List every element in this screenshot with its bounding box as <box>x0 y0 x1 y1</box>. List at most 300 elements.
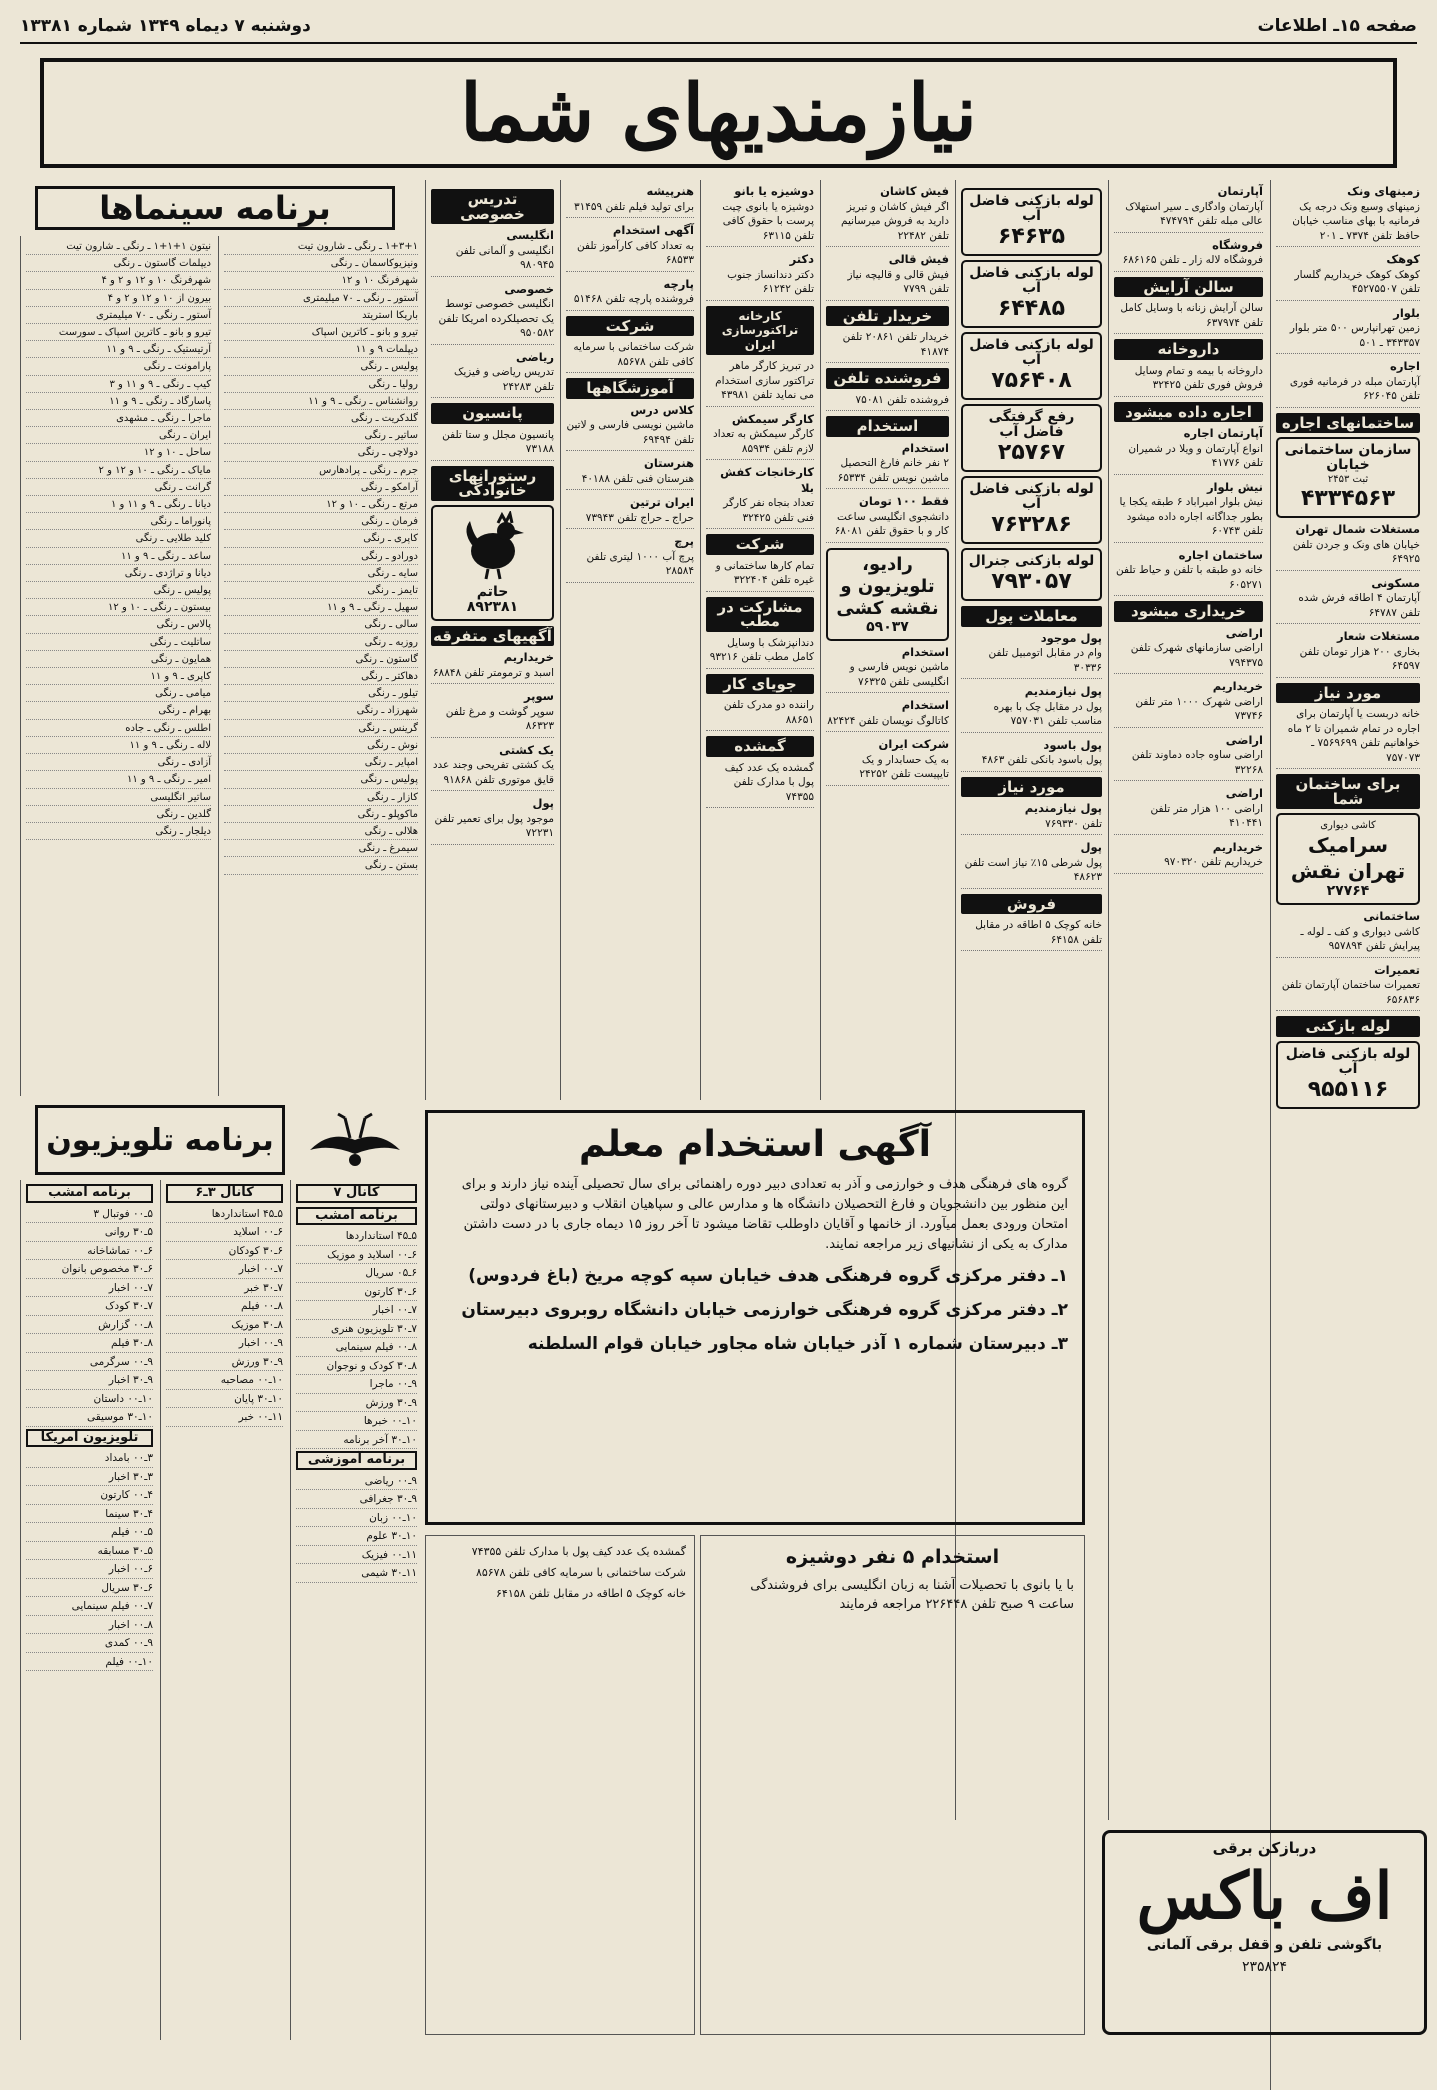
classified-item <box>961 684 1102 733</box>
tv-program: ۱۰ـ۳۰ پایان <box>166 1392 283 1409</box>
classified-title: آگهی استخدام <box>612 223 694 237</box>
classified-body: فروشنده پارچه تلفن ۵۱۴۶۸ <box>573 293 694 305</box>
cinema-listing: مایاک ـ رنگی ـ ۱۰ و ۱۲ و ۲ <box>26 464 211 479</box>
classified-item <box>1276 576 1420 625</box>
deer-emblem-icon <box>300 1110 410 1172</box>
tv-channel-7: کانال ۷ برنامه امشب ۵ـ۴۵ استانداردها ۶ـ۰۰ اسلاید و موزیک ۶ـ۰۵ سریال ۶ـ۳۰ کارتون ۷ـ۰۰ اخبار ۷ـ۳۰ تلویزیون هنری ۸ـ۰۰ فیلم سینمایی ۸ـ۳۰ کودک و نوجوان ۹ـ۰۰ ماجرا ۹ـ۳۰ ورزش ۱۰ـ۰۰ خبرها ۱۰ـ۳۰ آخر برنامه برنامه آموزشی ۹ـ۰۰ ریاضی ۹ـ۳۰ جغرافی ۱۰ـ۰۰ زبان ۱۰ـ۳۰ علوم ۱۱ـ۰۰ فیزیک ۱۱ـ۳۰ شیمی <box>290 1180 422 2040</box>
misc-ads-bottom: گمشده یک عدد کیف پول با مدارک تلفن ۷۴۳۵۵ شرکت ساختمانی با سرمایه کافی تلفن ۸۵۶۷۸ خانه کوچک ۵ اطاقه در مقابل تلفن ۶۴۱۵۸ <box>425 1535 695 2035</box>
cinema-listing: کازار ـ رنگی <box>224 791 418 806</box>
section-heading: گمشده <box>706 736 814 757</box>
cinema-listing: پاسارگاد ـ رنگی ـ ۹ و ۱۱ <box>26 395 211 410</box>
classified-body: موجود پول برای تعمیر تلفن ۷۲۲۳۱ <box>434 812 554 839</box>
cinema-listing: اطلس ـ رنگی ـ جاده <box>26 722 211 737</box>
cinema-listing: پولیس ـ رنگی <box>26 584 211 599</box>
cinema-listing: بستن ـ رنگی <box>224 859 418 874</box>
cinema-listing: لاله ـ رنگی ـ ۹ و ۱۱ <box>26 739 211 754</box>
classified-item <box>431 282 554 345</box>
classified-body: فروشگاه لاله زار ـ تلفن ۶۸۶۱۶۵ <box>1122 254 1263 266</box>
classified-title: بلوار <box>1393 305 1420 320</box>
section-heading: لوله بازکنی <box>1276 1016 1420 1037</box>
tv-program: ۹ـ۳۰ ورزش <box>296 1396 417 1413</box>
cinema-listing: امپایر ـ رنگی <box>224 756 418 771</box>
section-heading: کارخانه تراکتورسازی ایران <box>706 306 814 356</box>
classified-title: کوهک <box>1386 252 1420 266</box>
section-heading: استخدام <box>826 416 949 437</box>
classified-body: ماشین نویسی فارسی و لاتین تلفن ۶۹۴۹۴ <box>566 419 694 446</box>
classified-title: اجاره <box>1390 359 1420 373</box>
section-heading: معاملات پول <box>961 606 1102 627</box>
tv-program: ۷ـ۳۰ خبر <box>166 1281 283 1298</box>
classified-body: خانه دو طبقه با تلفن و حیاط تلفن ۶۰۵۲۷۱ <box>1116 564 1263 591</box>
section-heading: آگهیهای متفرقه <box>431 626 554 647</box>
cinema-listing: تایمز ـ رنگی <box>224 584 418 599</box>
cinema-listing: بیستون ـ رنگی ـ ۱۰ و ۱۲ <box>26 601 211 616</box>
cinema-listing: ونیزیوکاسمان ـ رنگی <box>224 257 418 272</box>
cinema-listing: نوش ـ رنگی <box>224 739 418 754</box>
classified-title: تعمیرات <box>1374 962 1420 977</box>
cinema-listing: پولیس ـ رنگی <box>224 360 418 375</box>
classified-body: انواع آپارتمان و ویلا در شمیران تلفن ۴۱۷۷۶ <box>1128 442 1263 469</box>
classified-title: زمینهای ونک <box>1347 184 1420 198</box>
cinema-listing: دولاچی ـ رنگی <box>224 446 418 461</box>
cinema-listing: ساعد ـ رنگی ـ ۹ و ۱۱ <box>26 550 211 565</box>
classified-item <box>961 738 1102 772</box>
ad-title: لوله بازکنی فاضل آب <box>969 481 1094 512</box>
classified-body: تعمیرات ساختمان آپارتمان تلفن ۶۵۶۸۳۶ <box>1281 979 1420 1006</box>
classified-title: پول موجود <box>1040 630 1102 645</box>
classified-title: سوپر <box>524 689 554 703</box>
tv-program: ۹ـ۰۰ سرگرمی <box>26 1355 153 1372</box>
classified-title: استخدام <box>901 440 949 455</box>
teacher-ad-title: آگهی استخدام معلم <box>579 1124 931 1165</box>
tv-program: ۱۰ـ۳۰ آخر برنامه <box>296 1433 417 1450</box>
classified-item <box>431 796 554 845</box>
tv-program: ۵ـ۴۵ استانداردها <box>166 1207 283 1224</box>
section-heading: تدریس خصوصی <box>431 189 554 224</box>
classified-body: هنرستان فنی تلفن ۴۰۱۸۸ <box>581 472 694 485</box>
cinema-title: برنامه سینماها <box>35 186 395 230</box>
tv-program: ۸ـ۰۰ اخبار <box>26 1618 153 1635</box>
tv-program: ۹ـ۰۰ اخبار <box>166 1336 283 1353</box>
column-4: فیش کاشان اگر فیش کاشان و تبریز دارید به فروش میرسانیم تلفن ۲۲۴۸۲ فیش قالی فیش قالی و قالیچه نیاز تلفن ۷۷۹۹ خریدار تلفن خریدار تلفن ۲۰۸۶۱ تلفن ۴۱۸۷۴ فروشنده تلفن فروشنده تلفن ۷۵۰۸۱ استخدام استخدام ۲ نفر خانم فارغ التحصیل ماشین نویس تلفن ۶۵۳۳۴ فقط ۱۰۰ تومان دانشجوی انگلیسی ساعت کار و با حقوق تلفن ۶۸۰۸۱ رادیو، تلویزیون و نقشه کشی ۵۹۰۳۷ استخدام ماشین نویس فارسی و انگلیسی تلفن ۷۶۳۲۵ استخدام کاتالوگ نویسان تلفن ۸۲۴۲۴ شرکت ایران به یک حسابدار و یک تایپیست تلفن ۲۴۲۵۲ <box>820 180 954 1100</box>
classified-item <box>1276 306 1420 355</box>
classified-item <box>1114 238 1263 272</box>
classified-title: ریاضی <box>515 349 554 364</box>
classified-item <box>566 277 694 311</box>
classified-title: اراضی <box>1225 732 1263 747</box>
section-heading: خریداری میشود <box>1114 601 1263 622</box>
classified-item <box>826 252 949 301</box>
tv-program: ۹ـ۳۰ اخبار <box>26 1373 153 1390</box>
cinema-listing: هلالی ـ رنگی <box>224 825 418 840</box>
section-heading: سالن آرایش <box>1114 277 1263 298</box>
classified-body: خیابان های ونک و جردن تلفن ۶۴۹۲۵ <box>1292 538 1420 565</box>
section-banner <box>40 58 1397 168</box>
classified-title: پول <box>532 796 554 810</box>
classified-item <box>961 631 1102 680</box>
tv-program: ۴ـ۳۰ سینما <box>26 1507 153 1524</box>
ad-box: حاتم ۸۹۲۳۸۱ <box>431 505 554 621</box>
teacher-address-1: ۱ـ دفتر مرکزی گروه فرهنگی هدف خیابان سپه کوچه مریخ (باغ فردوس) <box>468 1266 1068 1286</box>
tv-list-left: برنامه امشب ۵ـ۰۰ فوتبال ۳ ۵ـ۳۰ روانی ۶ـ۰۰ تماشاخانه ۶ـ۳۰ مخصوص بانوان ۷ـ۰۰ اخبار ۷ـ۳۰ کودک ۸ـ۰۰ گزارش ۸ـ۳۰ فیلم ۹ـ۰۰ سرگرمی ۹ـ۳۰ اخبار ۱۰ـ۰۰ داستان ۱۰ـ۳۰ موسیقی تلویزیون آمریکا ۳ـ۰۰ بامداد ۳ـ۳۰ اخبار ۴ـ۰۰ کارتون ۴ـ۳۰ سینما ۵ـ۰۰ فیلم ۵ـ۳۰ مسابقه ۶ـ۰۰ اخبار ۶ـ۳۰ سریال ۷ـ۰۰ فیلم سینمایی ۸ـ۰۰ اخبار ۹ـ۰۰ کمدی ۱۰ـ۰۰ فیلم <box>20 1180 158 2040</box>
cinema-listing: تیلور ـ رنگی <box>224 687 418 702</box>
tv-program: ۱۰ـ۰۰ زبان <box>296 1511 417 1528</box>
classified-item <box>566 223 694 272</box>
cinema-listing: نیتون ۱+۱+۱ ـ رنگی ـ شارون تیت <box>26 240 211 255</box>
classified-body: زمین تهرانپارس ۵۰۰ متر بلوار ۳۴۳۳۵۷ ـ ۵۰۱ <box>1289 322 1420 349</box>
classified-item <box>1276 184 1420 247</box>
cinema-listing: پولیس ـ رنگی <box>224 773 418 788</box>
classified-body: کوهک کوهک خریداریم گلسار تلفن ۴۵۲۷۵۵۰۷ <box>1294 268 1420 295</box>
cinema-listing: میامی ـ رنگی <box>26 687 211 702</box>
rooster-logo-icon <box>458 511 528 581</box>
ad-title: لوله بازکنی جنرال <box>968 553 1095 569</box>
tv-program: ۸ـ۰۰ فیلم سینمایی <box>296 1340 417 1357</box>
tv-program: ۶ـ۳۰ کارتون <box>296 1285 417 1302</box>
section-heading: خریدار تلفن <box>826 306 949 327</box>
tv-program: ۸ـ۰۰ فیلم <box>166 1299 283 1316</box>
tv-program: ۹ـ۰۰ کمدی <box>26 1636 153 1653</box>
classified-title: هنرستان <box>644 456 694 470</box>
cinema-listing: آستور ـ رنگی ـ ۷۰ میلیمتری <box>224 292 418 307</box>
tv-program: ۹ـ۳۰ جغرافی <box>296 1492 417 1509</box>
classified-item <box>706 252 814 301</box>
section-heading: برای ساختمان شما <box>1276 774 1420 809</box>
classified-title: استخدام <box>901 644 949 659</box>
section-heading: جویای کار <box>706 674 814 695</box>
classified-item <box>1114 626 1263 675</box>
cinema-listing: دیانا ـ رنگی ـ ۹ و ۱۱ و ۱ <box>26 498 211 513</box>
classified-title: اراضی <box>1225 625 1263 640</box>
tv-program: ۸ـ۰۰ گزارش <box>26 1318 153 1335</box>
classified-title: پارچه <box>663 276 694 291</box>
section-heading: رستورانهای خانوادگی <box>431 466 554 501</box>
tv-program: ۶ـ۰۰ اسلاید <box>166 1225 283 1242</box>
classified-title: مستغلات شمال تهران <box>1295 522 1420 536</box>
classified-item <box>566 403 694 452</box>
classified-item <box>706 184 814 247</box>
classified-item <box>566 495 694 529</box>
cinema-listing: تیرو و بانو ـ کاترین اسپاک <box>224 326 418 341</box>
classified-item <box>1114 786 1263 835</box>
ad-box <box>961 332 1102 400</box>
tv-program: ۱۰ـ۳۰ علوم <box>296 1529 417 1546</box>
tv-program: ۵ـ۴۵ استانداردها <box>296 1229 417 1246</box>
cinema-listing: آرتیستیک ـ رنگی ـ ۹ و ۱۱ <box>26 343 211 358</box>
cinema-listing: دیپلمات گاستون ـ رنگی <box>26 257 211 272</box>
classified-body: پرچ آب ۱۰۰۰ لیتری تلفن ۲۸۵۸۴ <box>586 550 694 577</box>
classified-item <box>706 412 814 461</box>
classified-title: کلاس درس <box>630 402 694 417</box>
classified-item <box>826 698 949 732</box>
tv-program: ۶ـ۳۰ سریال <box>26 1581 153 1598</box>
classified-title: انگلیسی <box>506 228 554 242</box>
banner-title: نیازمندیهای شما <box>460 67 977 159</box>
cinema-listing: گرینس ـ رنگی <box>224 722 418 737</box>
tv-program: ۸ـ۳۰ موزیک <box>166 1318 283 1335</box>
section-heading: فروش <box>961 894 1102 915</box>
ad-title: لوله بازکنی فاضل آب <box>969 193 1094 224</box>
classified-item <box>431 743 554 792</box>
cinema-listing: آستور ـ رنگی ـ ۷۰ میلیمتری <box>26 309 211 324</box>
tv-program: ۴ـ۰۰ کارتون <box>26 1488 153 1505</box>
classified-body: زمینهای وسیع ونک درجه یک فرمانیه با بهای مناسب خیابان حافظ تلفن ۷۳۷۴ ـ ۲۰۱ <box>1292 200 1420 242</box>
classified-title: کارگر سیمکش <box>731 411 814 426</box>
cinema-listing: دهاکتر ـ رنگی <box>224 670 418 685</box>
tv-program: ۶ـ۳۰ مخصوص بانوان <box>26 1262 153 1279</box>
classified-title: مسکونی <box>1371 575 1420 590</box>
section-heading: داروخانه <box>1114 339 1263 360</box>
classified-body: دانشجوی انگلیسی ساعت کار و با حقوق تلفن ۶۸۰۸۱ <box>834 510 949 537</box>
afbox-top: دربازکن برقی <box>1212 1839 1317 1857</box>
cinema-listing: فرمان ـ رنگی <box>224 515 418 530</box>
tv-program: ۱۰ـ۳۰ موسیقی <box>26 1410 153 1427</box>
teacher-ad-body: گروه های فرهنگی هدف و خوارزمی و آذر به تعدادی دبیر دوره راهنمائی برای سال تحصیلی آینده نیاز دارند و برای این منظور بین دانشجویان و فارغ التحصیلان دانشگاه ها و مدارس عالی و سپاهیان انقلاب و دبیرستانهای دولتی امتحان ورودی بعمل میآورد. از خانمها و آقایان داوطلب تقاضا میشود تا آخر روز ۱۵ دیماه جاری با در دست داشتن مدارک به یکی از نشانیهای زیر مراجعه نمایند. <box>461 1177 1068 1252</box>
hire-title: استخدام ۵ نفر دوشیزه <box>785 1546 1000 1568</box>
cinema-listing: گلدکریت ـ رنگی <box>224 412 418 427</box>
tv-title: برنامه تلویزیون <box>35 1105 285 1175</box>
classified-body: اراضی ساوه جاده دماوند تلفن ۳۲۲۶۸ <box>1131 749 1263 776</box>
classified-body: دکتر دندانساز جنوب تلفن ۶۱۲۴۲ <box>727 268 814 295</box>
cinema-listing: پانوراما ـ رنگی <box>26 515 211 530</box>
classified-item <box>1276 522 1420 571</box>
cinema-listing: کاپری ـ ۹ و ۱۱ <box>26 670 211 685</box>
cinema-listing: پارامونت ـ رنگی <box>26 360 211 375</box>
classified-item <box>1276 629 1420 678</box>
cinema-listing: رولیا ـ رنگی <box>224 378 418 393</box>
classified-item <box>1114 679 1263 728</box>
tv-program: ۸ـ۳۰ کودک و نوجوان <box>296 1359 417 1376</box>
classified-title: آپارتمان اجاره <box>1183 426 1263 440</box>
afbox-brand: اف باکس <box>1136 1859 1393 1934</box>
cinema-listing: شهرزاد ـ رنگی <box>224 704 418 719</box>
tv-program: ۱۰ـ۰۰ فیلم <box>26 1655 153 1672</box>
cinema-listing: آرامکو ـ رنگی <box>224 481 418 496</box>
classified-body: انگلیسی خصوصی توسط یک تحصیلکرده امریکا تلفن ۹۵۰۵۸۲ <box>438 298 554 339</box>
ad-phone: ۶۴۶۳۵ <box>997 224 1066 249</box>
classified-body: اگر فیش کاشان و تبریز دارید به فروش میرسانیم تلفن ۲۲۴۸۲ <box>840 200 949 242</box>
cinema-listing: جرم ـ رنگی ـ پرادهارس <box>224 464 418 479</box>
section-heading: مشارکت در مطب <box>706 597 814 632</box>
ad-phone: ۷۵۶۴۰۸ <box>991 368 1072 393</box>
cinema-list-right <box>218 236 423 1096</box>
cinema-listing: دیپلمات ۹ و ۱۱ <box>224 343 418 358</box>
teacher-address-3: ۳ـ دبیرستان شماره ۱ آذر خیابان شاه مجاور خیابان قوام السلطنه <box>527 1334 1068 1354</box>
cinema-listing: کلید طلایی ـ رنگی <box>26 532 211 547</box>
classified-item <box>706 465 814 529</box>
classified-title: استخدام <box>901 698 949 712</box>
classified-title: ساختمان اجاره <box>1178 547 1263 562</box>
classified-item <box>961 840 1102 889</box>
classified-title: پول نیازمندیم <box>1024 684 1102 698</box>
classified-item <box>961 801 1102 835</box>
classified-body: پول شرطی ۱۵٪ نیاز است تلفن ۴۸۶۲۳ <box>964 856 1102 883</box>
classified-body: اسبد و ترمومتر تلفن ۶۸۸۴۸ <box>432 666 554 679</box>
classified-title: خریداریم <box>503 650 554 664</box>
ad-box <box>961 548 1102 601</box>
section-heading: آموزشگاهها <box>566 378 694 399</box>
tv-program: ۶ـ۰۰ تماشاخانه <box>26 1244 153 1261</box>
classified-item <box>1114 184 1263 233</box>
column-7: تدریس خصوصی انگلیسی انگلیسی و آلمانی تلفن ۹۸۰۹۴۵ خصوصی انگلیسی خصوصی توسط یک تحصیلکرده امریکا تلفن ۹۵۰۵۸۲ ریاضی تدریس ریاضی و فیزیک تلفن ۲۴۲۸۳ پانسیون پانسیون مجلل و ستا تلفن ۷۳۱۸۸ رستورانهای خانوادگی حاتم ۸۹۲۳۸۱ آگهیهای متفرقه خریداریم اسبد و ترمومتر تلفن ۶۸۸۴۸ سوپر سوپر گوشت و مرغ تلفن ۸۶۳۲۳ یک کشتی یک کشتی تفریحی وجند عدد قایق موتوری تلفن ۹۱۸۶۸ پول موجود پول برای تعمیر تلفن ۷۲۲۳۱ <box>425 180 559 1100</box>
cinema-listing: مرتع ـ رنگی ـ ۱۰ و ۱۲ <box>224 498 418 513</box>
tv-program: ۶ـ۰۰ اخبار <box>26 1562 153 1579</box>
tv-program: ۷ـ۰۰ اخبار <box>296 1303 417 1320</box>
section-heading: فروشنده تلفن <box>826 368 949 389</box>
tv-program: ۸ـ۳۰ فیلم <box>26 1336 153 1353</box>
tv-program: ۹ـ۳۰ ورزش <box>166 1355 283 1372</box>
classified-item <box>826 184 949 247</box>
tv-program: ۶ـ۰۰ اسلاید و موزیک <box>296 1248 417 1265</box>
cinema-listing: ۱+۳+۱ ـ رنگی ـ شارون تیت <box>224 240 418 255</box>
classified-body: تعداد بنجاه نفر کارگر فنی تلفن ۳۲۴۲۵ <box>723 497 814 524</box>
cinema-listing: روزبه ـ رنگی <box>224 636 418 651</box>
classified-body: یک کشتی تفریحی وجند عدد قایق موتوری تلفن ۹۱۸۶۸ <box>432 759 554 786</box>
cinema-listing: تیرو و بانو ـ کاترین اسپاک ـ سورست <box>26 326 211 341</box>
classified-item <box>1276 909 1420 958</box>
ad-box <box>961 404 1102 472</box>
tv-program: ۷ـ۳۰ کودک <box>26 1299 153 1316</box>
classified-title: فروشگاه <box>1212 237 1263 252</box>
classified-title: ساختمانی <box>1363 909 1420 923</box>
cinema-listing: سهیل ـ رنگی ـ ۹ و ۱۱ <box>224 601 418 616</box>
classified-item <box>1276 359 1420 408</box>
cinema-listing: ساتیر انگلیسی <box>26 791 211 806</box>
classified-body: انگلیسی و آلمانی تلفن ۹۸۰۹۴۵ <box>455 244 554 271</box>
classified-title: مستغلات شعار <box>1336 629 1420 643</box>
hire-text: با یا بانوی با تحصیلات آشنا به زبان انگلیسی برای فروشندگی ساعت ۹ صبح تلفن ۲۲۶۴۴۸ مراجعه فرمایند <box>750 1578 1074 1612</box>
tv-program: ۱۰ـ۰۰ داستان <box>26 1392 153 1409</box>
classified-title: پرچ <box>674 534 694 548</box>
tv-program: ۵ـ۳۰ روانی <box>26 1225 153 1242</box>
classified-item <box>826 494 949 543</box>
issue-date: دوشنبه ۷ دیماه ۱۳۴۹ شماره ۱۳۳۸۱ <box>20 16 311 36</box>
afbox-sub: باگوشی تلفن و قفل برقی آلمانی <box>1146 1937 1383 1953</box>
cinema-listing: سالی ـ رنگی <box>224 618 418 633</box>
ad-title: لوله بازکنی فاضل آب <box>969 337 1094 368</box>
tv-program: ۶ـ۳۰ کودکان <box>166 1244 283 1261</box>
cinema-listing: کیپ ـ رنگی ـ ۹ و ۱۱ و ۳ <box>26 378 211 393</box>
cinema-listing: شهرفرنگ ۱۰ و ۱۲ و ۲ و ۴ <box>26 274 211 289</box>
classified-body: فیش قالی و قالیچه نیاز تلفن ۷۷۹۹ <box>847 268 949 295</box>
ad-box <box>961 188 1102 256</box>
classified-body: ماشین نویس فارسی و انگلیسی تلفن ۷۶۳۲۵ <box>849 661 949 688</box>
cinema-listing: باریکا استریتد <box>224 309 418 324</box>
classified-item <box>566 184 694 218</box>
classified-body: به یک حسابدار و یک تایپیست تلفن ۲۴۲۵۲ <box>859 753 949 780</box>
classified-item <box>431 228 554 277</box>
tv-program: ۳ـ۰۰ بامداد <box>26 1451 153 1468</box>
classified-body: تدریس ریاضی و فیزیک تلفن ۲۴۲۸۳ <box>453 366 554 393</box>
section-heading: شرکت <box>566 316 694 337</box>
classified-body: اراضی سازمانهای شهرک تلفن ۷۹۴۳۷۵ <box>1130 642 1263 669</box>
classified-body: خریداریم تلفن ۹۷۰۳۲۰ <box>1164 856 1263 868</box>
classified-item <box>1276 252 1420 301</box>
classified-item <box>826 737 949 786</box>
tv-program: ۹ـ۰۰ ریاضی <box>296 1474 417 1491</box>
classified-title: دکتر <box>789 252 814 266</box>
classified-body: سوپر گوشت و مرغ تلفن ۸۶۳۲۳ <box>445 705 554 732</box>
classified-item <box>1114 480 1263 543</box>
cinema-listing: ماجرا ـ رنگی ـ مشهدی <box>26 412 211 427</box>
classified-title: اراضی <box>1225 786 1263 800</box>
classified-body: دوشیزه یا بانوی چیت پرست با حقوق کافی تلفن ۶۳۱۱۵ <box>722 200 814 242</box>
tv-program: ۱۱ـ۳۰ شیمی <box>296 1566 417 1583</box>
cinema-listing: بهرام ـ رنگی <box>26 704 211 719</box>
classified-title: کارخانجات کفش بلا <box>720 465 814 495</box>
classified-title: فقط ۱۰۰ تومان <box>859 494 949 508</box>
classified-item <box>431 689 554 738</box>
classified-item <box>1276 963 1420 1012</box>
classified-item <box>431 350 554 399</box>
classified-body: به تعداد کافی کارآموز تلفن ۶۸۵۳۳ <box>577 239 694 266</box>
ad-phone: ۲۵۷۶۷ <box>997 440 1066 465</box>
cinema-listing: گرانت ـ رنگی <box>26 481 211 496</box>
classified-body: ۲ نفر خانم فارغ التحصیل ماشین نویس تلفن ۶۵۳۳۴ <box>837 457 949 484</box>
classified-title: فیش قالی <box>888 252 949 266</box>
classified-item <box>1114 840 1263 874</box>
cinema-listing: روانشناس ـ رنگی ـ ۹ و ۱۱ <box>224 395 418 410</box>
cinema-listing: کاپری ـ رنگی <box>224 532 418 547</box>
cinema-listing: آزادی ـ رنگی <box>26 756 211 771</box>
classified-body: کارگر سیمکش به تعداد لازم تلفن ۸۵۹۳۴ <box>713 428 814 455</box>
ad-box: سازمان ساختمانی خیابان ثبت ۲۴۵۳ ۴۳۳۴۵۶۳ <box>1276 437 1420 518</box>
classified-item <box>566 456 694 490</box>
cinema-listing: ساتیر ـ رنگی <box>224 429 418 444</box>
classified-title: آپارتمان <box>1217 184 1263 198</box>
cinema-listing: گاستون ـ رنگی <box>224 653 418 668</box>
classified-item <box>1114 733 1263 782</box>
classified-title: شرکت ایران <box>878 737 949 751</box>
classified-body: پول باسود بانکی تلفن ۴۸۶۳ <box>981 754 1102 766</box>
cinema-listing: ساتلیت ـ رنگی <box>26 636 211 651</box>
tv-program: ۷ـ۰۰ فیلم سینمایی <box>26 1599 153 1616</box>
hire-ad <box>700 1535 1085 2035</box>
classified-text: داروخانه با بیمه و تمام وسایل فروش فوری تلفن ۳۲۴۲۵ <box>1114 364 1263 397</box>
ad-box <box>961 260 1102 328</box>
classified-text: خانه دربست یا آپارتمان برای اجاره در تمام شمیران تا ۲ ماه خواهانیم تلفن ۷۵۶۹۶۹۹ ـ ۷۵۷۰۷۳ <box>1276 707 1420 769</box>
tv-program: ۷ـ۳۰ تلویزیون هنری <box>296 1322 417 1339</box>
ad-phone: ۷۶۳۲۸۶ <box>991 512 1072 537</box>
page-number: صفحه ۱۵ـ اطلاعات <box>1257 16 1417 36</box>
afbox-phone: ۲۳۵۸۲۴ <box>1241 1959 1288 1975</box>
tv-program: ۳ـ۳۰ اخبار <box>26 1470 153 1487</box>
tv-program: ۱۱ـ۰۰ خبر <box>166 1410 283 1427</box>
cinema-listing: پالاس ـ رنگی <box>26 618 211 633</box>
classified-body: اراضی شهرک ۱۰۰۰ متر تلفن ۷۳۷۴۶ <box>1135 695 1263 722</box>
tv-program: ۷ـ۰۰ اخبار <box>166 1262 283 1279</box>
ad-box <box>961 476 1102 544</box>
tv-program: ۱۱ـ۰۰ فیزیک <box>296 1548 417 1565</box>
classified-body: حراج ـ حراج تلفن ۷۳۹۴۳ <box>585 511 694 524</box>
cinema-listing: سایه ـ رنگی <box>224 567 418 582</box>
column-6: هنرپیشه برای تولید فیلم تلفن ۳۱۴۵۹ آگهی استخدام به تعداد کافی کارآموز تلفن ۶۸۵۳۳ پارچه فروشنده پارچه تلفن ۵۱۴۶۸ شرکت شرکت ساختمانی با سرمایه کافی تلفن ۸۵۶۷۸ آموزشگاهها کلاس درس ماشین نویسی فارسی و لاتین تلفن ۶۹۴۹۴ هنرستان هنرستان فنی تلفن ۴۰۱۸۸ ایران ترتین حراج ـ حراج تلفن ۷۳۹۴۳ پرچ پرچ آب ۱۰۰۰ لیتری تلفن ۲۸۵۸۴ <box>560 180 699 1100</box>
cinema-listing: امیر ـ رنگی ـ ۹ و ۱۱ <box>26 773 211 788</box>
tv-program: ۹ـ۰۰ ماجرا <box>296 1377 417 1394</box>
ad-box: لوله بازکنی فاضل آب ۹۵۵۱۱۶ <box>1276 1041 1420 1109</box>
section-heading: اجاره داده میشود <box>1114 402 1263 423</box>
classified-title: هنرپیشه <box>646 184 694 198</box>
cinema-listing: ایران ـ رنگی <box>26 429 211 444</box>
section-heading: شرکت <box>706 534 814 555</box>
classified-title: ایران ترتین <box>629 495 694 509</box>
cinema-listing: بیرون از ۱۰ و ۱۲ و ۲ و ۴ <box>26 292 211 307</box>
classified-title: دوشیزه یا بانو <box>734 184 814 198</box>
classified-body: نیش بلوار امیراباد ۶ طبقه یکجا یا بطور جداگانه اجاره داده میشود تلفن ۶۰۷۴۳ <box>1119 496 1263 537</box>
classified-text: سالن آرایش زنانه با وسایل کامل تلفن ۶۳۷۹۷۴ <box>1114 301 1263 334</box>
afbox-ad <box>1102 1830 1427 2035</box>
cinema-listing: دیلجار ـ رنگی <box>26 825 211 840</box>
